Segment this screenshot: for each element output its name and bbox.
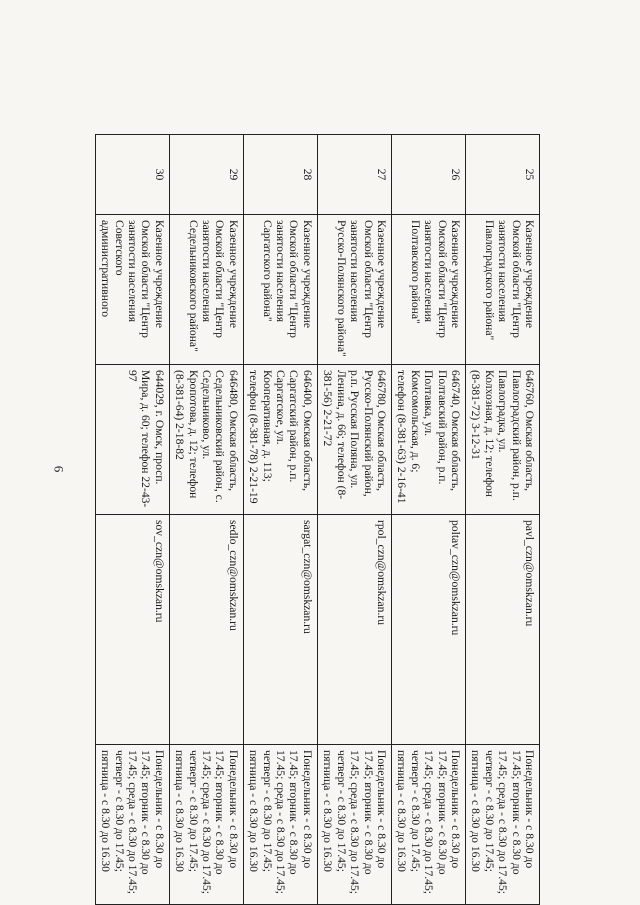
email: sedlo_czn@omskzan.ru [169, 515, 243, 745]
page-number: 6 [51, 465, 67, 473]
working-hours: Понедельник - с 8.30 до 17.45; вторник - с 8.30 до 17.45; среда - с 8.30 до 17.45; четверг - с 8.30 до 17.45; пятница - с 8.30 до 16.30 [243, 745, 317, 905]
working-hours: Понедельник - с 8.30 до 17.45; вторник - с 8.30 до 17.45; среда - с 8.30 до 17.45; четверг - с 8.30 до 17.45; пятница - с 8.30 до 16.30 [317, 745, 391, 905]
row-number: 27 [317, 135, 391, 215]
working-hours: Понедельник - с 8.30 до 17.45; вторник - с 8.30 до 17.45; среда - с 8.30 до 17.45; четверг - с 8.30 до 17.45; пятница - с 8.30 до 16.30 [391, 745, 465, 905]
table-row [391, 135, 465, 905]
table-body [95, 135, 539, 905]
row-number: 25 [465, 135, 539, 215]
email: poltav_czn@omskzan.ru [391, 515, 465, 745]
institution-name: Казенное учреждение Омской области "Центр занятости населения Саргатского района" [243, 215, 317, 365]
table-row [465, 135, 539, 905]
address-phone: 644029, г. Омск, просп. Мира, д. 60; телефон 22-43-97 [95, 365, 169, 515]
address-phone: 646760, Омская область, Павлоградский район, р.п. Павлоградка, ул. Колхозная, д. 12; телефон (8-381-72) 3-12-31 [465, 365, 539, 515]
email: sargat_czn@omskzan.ru [243, 515, 317, 745]
institution-name: Казенное учреждение Омской области "Центр занятости населения Советского административного [95, 215, 169, 365]
employment-centers-table [95, 134, 540, 905]
table-row [243, 135, 317, 905]
address-phone: 646740, Омская область, Полтавский район, р.п. Полтавка, ул. Комсомольская, д. 6; телефон (8-381-63) 2-16-41 [391, 365, 465, 515]
row-number: 30 [95, 135, 169, 215]
address-phone: 646780, Омская область, Русско-Полянский район, р.п. Русская Поляна, ул. Ленина, д. 66; телефон (8-381-56) 2-21-72 [317, 365, 391, 515]
email: pavl_czn@omskzan.ru [465, 515, 539, 745]
row-number: 28 [243, 135, 317, 215]
working-hours: Понедельник - с 8.30 до 17.45; вторник - с 8.30 до 17.45; среда - с 8.30 до 17.45; четверг - с 8.30 до 17.45; пятница - с 8.30 до 16.30 [169, 745, 243, 905]
institution-name: Казенное учреждение Омской области "Центр занятости населения Седельниковского района" [169, 215, 243, 365]
row-number: 26 [391, 135, 465, 215]
institution-name: Казенное учреждение Омской области "Центр занятости населения Русско-Полянского района" [317, 215, 391, 365]
table-row [317, 135, 391, 905]
address-phone: 646480, Омская область, Седельниковский район, с. Седельниково, ул. Кропотова, д. 12; телефон (8-381-64) 2-18-82 [169, 365, 243, 515]
institution-name: Казенное учреждение Омской области "Центр занятости населения Павлоградского района" [465, 215, 539, 365]
email: rpol_czn@omskzan.ru [317, 515, 391, 745]
working-hours: Понедельник - с 8.30 до 17.45; вторник - с 8.30 до 17.45; среда - с 8.30 до 17.45; четверг - с 8.30 до 17.45; пятница - с 8.30 до 16.30 [465, 745, 539, 905]
table-row [95, 135, 169, 905]
working-hours: Понедельник - с 8.30 до 17.45; вторник - с 8.30 до 17.45; среда - с 8.30 до 17.45; четверг - с 8.30 до 17.45; пятница - с 8.30 до 16.30 [95, 745, 169, 905]
email: sov_czn@omskzan.ru [95, 515, 169, 745]
address-phone: 646400, Омская область, Саргатский район, р.п. Саргатское, ул. Кооперативная, д. 113; телефон (8-381-78) 2-21-19 [243, 365, 317, 515]
table-row [169, 135, 243, 905]
institution-name: Казенное учреждение Омской области "Центр занятости населения Полтавского района" [391, 215, 465, 365]
row-number: 29 [169, 135, 243, 215]
rotated-table-wrapper [98, 134, 540, 904]
